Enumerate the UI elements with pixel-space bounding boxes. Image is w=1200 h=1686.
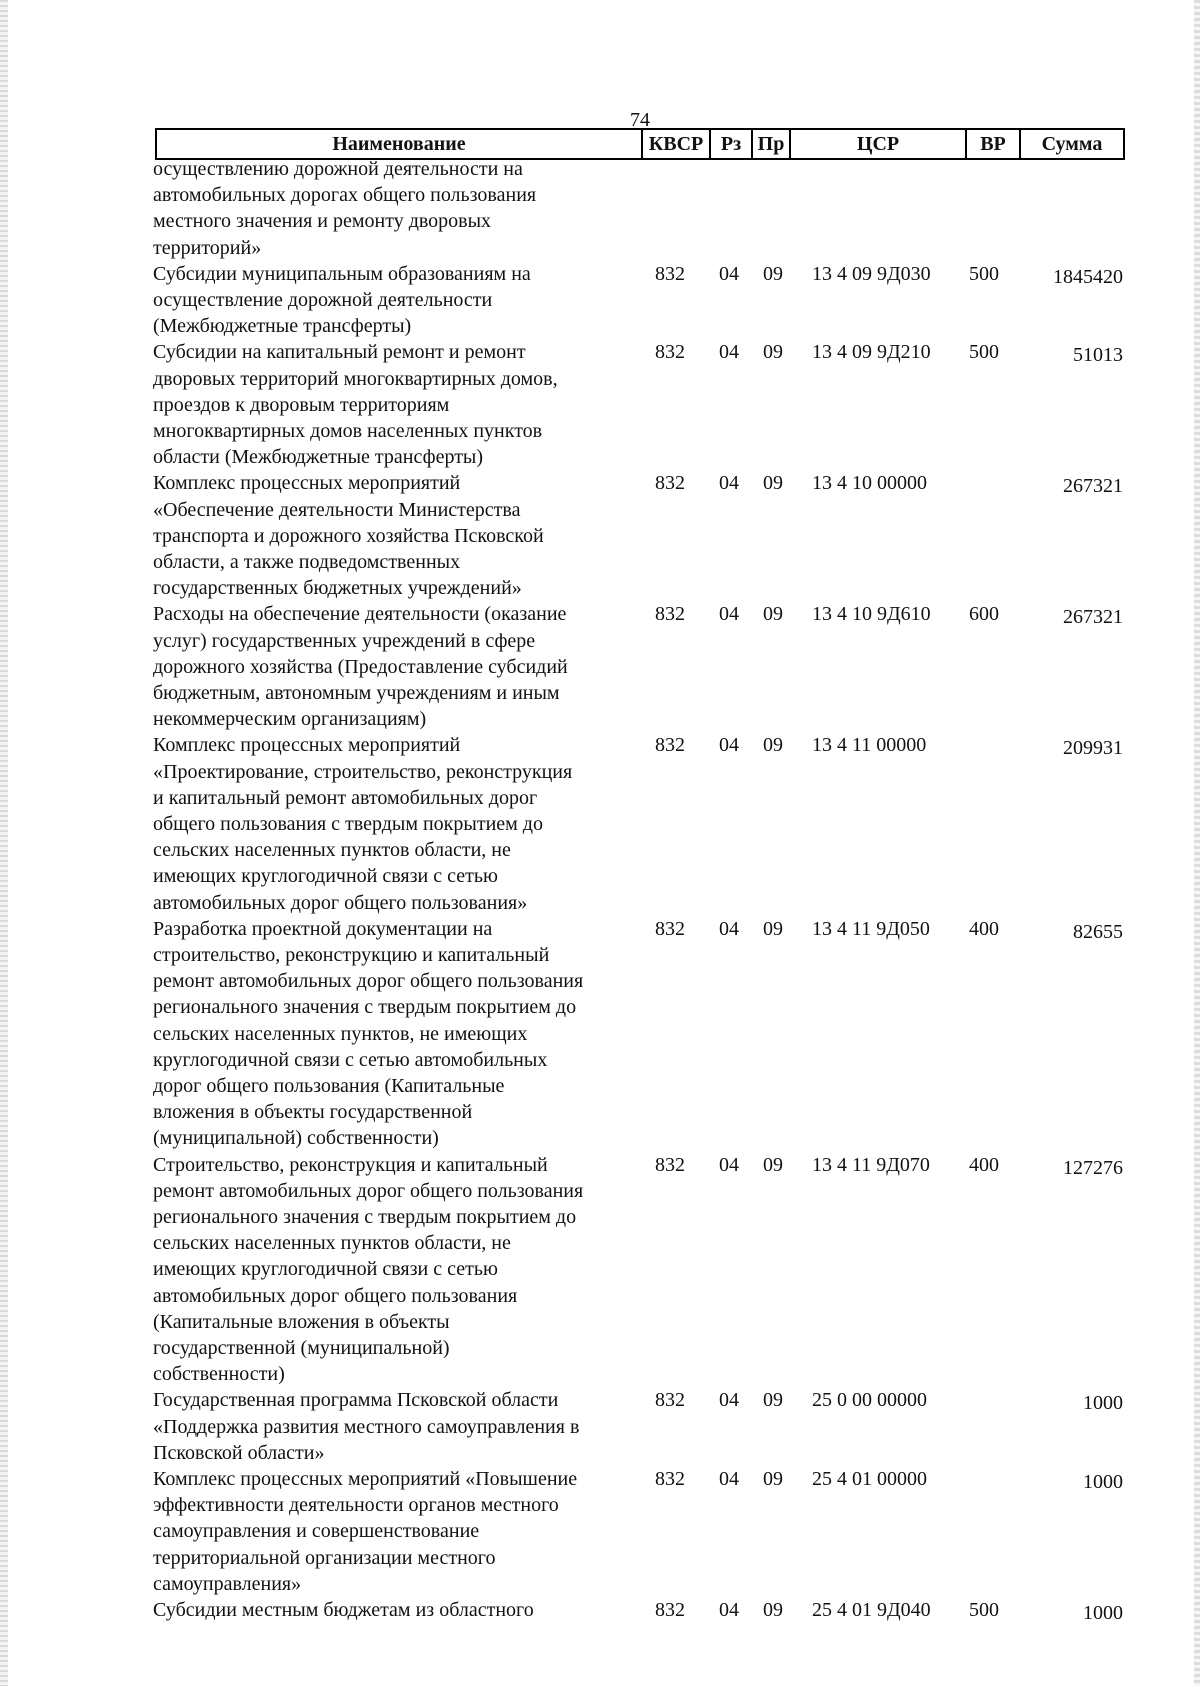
row-pr: 09 [763, 917, 783, 940]
row-name-line: имеющих круглогодичной связи с сетью [153, 865, 498, 888]
scan-edge-right [1194, 0, 1200, 1686]
row-kvsr: 832 [655, 917, 685, 940]
row-kvsr: 832 [655, 262, 685, 285]
row-vr: 600 [969, 603, 999, 626]
row-csr: 13 4 11 00000 [812, 734, 927, 757]
row-csr: 13 4 10 9Д610 [812, 603, 931, 626]
row-name-line: «Поддержка развития местного самоуправления в [153, 1415, 580, 1438]
row-name-line: (Капитальные вложения в объекты [153, 1310, 450, 1333]
row-name [153, 339, 623, 470]
row-name-line: территориальной организации местного [153, 1546, 496, 1569]
row-csr: 13 4 11 9Д050 [812, 917, 930, 940]
row-name-line: самоуправления и совершенствование [153, 1520, 480, 1543]
row-name-line: дворовых территорий многоквартирных домов, [153, 367, 558, 390]
row-name-line: (Межбюджетные трансферты) [153, 315, 412, 338]
row-name-line: территорий» [153, 236, 262, 259]
row-sum: 267321 [1063, 606, 1123, 629]
row-name-line: Комплекс процессных мероприятий [153, 734, 461, 757]
row-name-line: автомобильных дорог общего пользования [153, 1284, 518, 1307]
row-name-line: сельских населенных пунктов, не имеющих [153, 1022, 528, 1045]
row-vr: 500 [969, 262, 999, 285]
row-name-line: регионального значения с твердым покрытием до [153, 996, 577, 1019]
row-name-line: Расходы на обеспечение деятельности (оказание [153, 603, 567, 626]
row-name-line: государственных бюджетных учреждений» [153, 577, 522, 600]
row-kvsr: 832 [655, 341, 685, 364]
row-name-line: собственности) [153, 1363, 285, 1386]
header-sum: Сумма [1020, 129, 1124, 159]
row-name-line: некоммерческим организациям) [153, 708, 427, 731]
row-sum: 1000 [1083, 1471, 1123, 1493]
row-vr: 400 [969, 917, 999, 940]
row-name-line: ремонт автомобильных дорог общего пользования [153, 1179, 584, 1202]
row-kvsr: 832 [655, 472, 685, 495]
row-rz: 04 [719, 734, 739, 757]
row-name-line: местного значения и ремонту дворовых [153, 210, 492, 233]
row-name-line: Комплекс процессных мероприятий [153, 472, 461, 495]
row-csr: 13 4 11 9Д070 [812, 1153, 930, 1176]
row-rz: 04 [719, 603, 739, 626]
row-name [153, 156, 623, 261]
row-name-line: Строительство, реконструкция и капитальный [153, 1153, 548, 1176]
row-kvsr: 832 [655, 1153, 685, 1176]
row-name-line: области (Межбюджетные трансферты) [153, 446, 484, 469]
row-name-line: дорог общего пользования (Капитальные [153, 1075, 505, 1098]
row-name-line: осуществление дорожной деятельности [153, 289, 493, 311]
row-rz: 04 [719, 1468, 739, 1490]
row-vr: 500 [969, 1599, 999, 1621]
row-name-line: бюджетным, автономным учреждениям и иным [153, 682, 560, 704]
row-name [153, 261, 623, 340]
row-rz: 04 [719, 1153, 739, 1176]
row-name-line: общего пользования с твердым покрытием до [153, 813, 543, 835]
row-name-line: регионального значения с твердым покрытием до [153, 1206, 577, 1228]
row-name-line: строительство, реконструкцию и капитальный [153, 944, 550, 966]
row-name-line: Разработка проектной документации на [153, 917, 493, 940]
row-name-line: круглогодичной связи с сетью автомобильных [153, 1048, 548, 1071]
row-name-line: автомобильных дорог общего пользования» [153, 891, 528, 914]
row-vr: 500 [969, 341, 999, 364]
row-name-line: сельских населенных пунктов области, не [153, 1232, 511, 1255]
row-rz: 04 [719, 341, 739, 364]
row-name-line: Субсидии на капитальный ремонт и ремонт [153, 341, 526, 364]
row-name [153, 470, 623, 601]
row-name-line: самоуправления» [153, 1572, 302, 1595]
row-name-line: эффективности деятельности органов местного [153, 1494, 559, 1517]
row-sum: 127276 [1063, 1156, 1123, 1179]
row-pr: 09 [763, 734, 783, 757]
row-csr: 13 4 09 9Д030 [812, 262, 931, 285]
row-name-line: государственной (муниципальной) [153, 1337, 450, 1360]
row-name-line: транспорта и дорожного хозяйства Псковской [153, 524, 544, 547]
row-name-line: области, а также подведомственных [153, 551, 461, 573]
row-pr: 09 [763, 1389, 783, 1412]
row-rz: 04 [719, 917, 739, 940]
row-csr: 25 4 01 9Д040 [812, 1599, 931, 1621]
row-name-line: имеющих круглогодичной связи с сетью [153, 1258, 498, 1281]
header-rz: Рз [710, 129, 752, 159]
row-kvsr: 832 [655, 1599, 685, 1621]
row-name-line: проездов к дворовым территориям [153, 393, 450, 416]
row-name-line: сельских населенных пунктов области, не [153, 839, 511, 862]
row-rz: 04 [719, 1389, 739, 1412]
row-name [153, 1597, 623, 1623]
row-sum: 1845420 [1053, 265, 1123, 288]
row-name-line: Субсидии муниципальным образованиям на [153, 262, 531, 285]
row-sum: 82655 [1073, 920, 1123, 943]
header-pr: Пр [752, 129, 790, 159]
row-pr: 09 [763, 341, 783, 364]
header-kvsr: КВСР [642, 129, 710, 159]
scan-edge-left [0, 0, 8, 1686]
row-pr: 09 [763, 262, 783, 285]
row-sum: 51013 [1073, 344, 1123, 367]
row-name-line: автомобильных дорогах общего пользования [153, 184, 537, 207]
row-name-line: вложения в объекты государственной [153, 1101, 473, 1124]
row-sum: 1000 [1083, 1392, 1123, 1415]
header-vr: ВР [966, 129, 1020, 159]
row-kvsr: 832 [655, 1389, 685, 1412]
row-name-line: Государственная программа Псковской области [153, 1389, 559, 1412]
row-name [153, 601, 623, 732]
row-name-line: Субсидии местным бюджетам из областного [153, 1599, 534, 1621]
row-sum: 1000 [1083, 1602, 1123, 1624]
row-pr: 09 [763, 603, 783, 626]
header-name: Наименование [156, 129, 642, 159]
row-name-line: услуг) государственных учреждений в сфере [153, 629, 536, 652]
row-name-line: дорожного хозяйства (Предоставление субсидий [153, 655, 568, 678]
row-name [153, 732, 623, 915]
row-name-line: многоквартирных домов населенных пунктов [153, 420, 543, 442]
row-csr: 13 4 09 9Д210 [812, 341, 931, 364]
row-name-line: «Проектирование, строительство, реконструкция [153, 760, 573, 783]
row-rz: 04 [719, 472, 739, 495]
row-pr: 09 [763, 1599, 783, 1621]
header-csr: ЦСР [790, 129, 966, 159]
row-csr: 25 0 00 00000 [812, 1389, 927, 1412]
row-kvsr: 832 [655, 1468, 685, 1490]
row-vr: 400 [969, 1153, 999, 1176]
row-name [153, 916, 623, 1152]
row-pr: 09 [763, 1468, 783, 1490]
row-name-line: (муниципальной) собственности) [153, 1127, 439, 1150]
row-rz: 04 [719, 1599, 739, 1621]
row-name [153, 1466, 623, 1597]
row-name-line: ремонт автомобильных дорог общего пользования [153, 970, 584, 993]
row-name-line: «Обеспечение деятельности Министерства [153, 498, 521, 521]
row-name-line: осуществлению дорожной деятельности на [153, 158, 523, 180]
row-csr: 25 4 01 00000 [812, 1468, 927, 1490]
page-number: 74 [630, 109, 650, 131]
row-pr: 09 [763, 1153, 783, 1176]
row-pr: 09 [763, 472, 783, 495]
row-name-line: и капитальный ремонт автомобильных дорог [153, 786, 538, 809]
row-name-line: Комплекс процессных мероприятий «Повышение [153, 1468, 578, 1490]
row-name-line: Псковской области» [153, 1441, 325, 1464]
row-name [153, 1152, 623, 1388]
row-sum: 209931 [1063, 737, 1123, 760]
row-kvsr: 832 [655, 734, 685, 757]
row-sum: 267321 [1063, 475, 1123, 498]
row-rz: 04 [719, 262, 739, 285]
row-csr: 13 4 10 00000 [812, 472, 927, 495]
row-kvsr: 832 [655, 603, 685, 626]
row-name [153, 1387, 623, 1466]
